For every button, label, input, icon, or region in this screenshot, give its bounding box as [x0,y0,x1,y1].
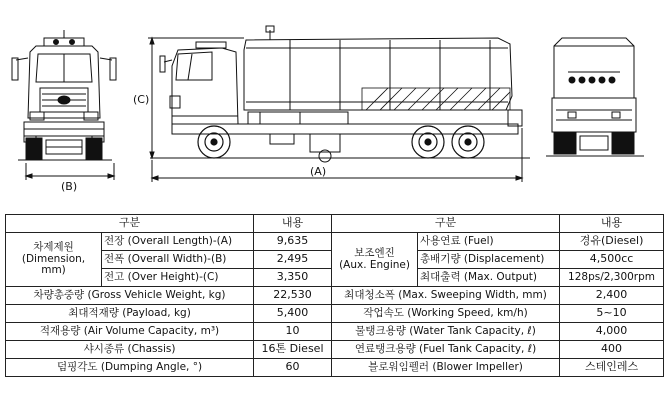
spec-value: 2,400 [560,287,664,305]
spec-label: 블로워임펠러 (Blower Impeller) [332,359,560,377]
spec-label: 전폭 (Overall Width)-(B) [102,251,254,269]
header-category-left: 구분 [6,215,254,233]
dimension-b [26,163,114,180]
header-content-right: 내용 [560,215,664,233]
spec-label: 최대출력 (Max. Output) [418,269,560,287]
table-row [6,233,664,251]
dimension-a-label: (A) [310,165,327,178]
spec-value: 400 [560,341,664,359]
rear-view [546,38,644,156]
spec-value: 3,350 [254,269,332,287]
spec-label: 총배기량 (Displacement) [418,251,560,269]
spec-value: 60 [254,359,332,377]
spec-value: 16톤 Diesel [254,341,332,359]
spec-value: 9,635 [254,233,332,251]
dimension-b-label: (B) [61,180,78,193]
spec-label: 작업속도 (Working Speed, km/h) [332,305,560,323]
table-row [6,323,664,341]
spec-table [5,214,664,377]
spec-label: 최대적재량 (Payload, kg) [6,305,254,323]
spec-value: 스테인레스 [560,359,664,377]
spec-value: 22,530 [254,287,332,305]
spec-value: 경유(Diesel) [560,233,664,251]
spec-value: 5,400 [254,305,332,323]
spec-value: 4,500cc [560,251,664,269]
spec-label: 차량총중량 (Gross Vehicle Weight, kg) [6,287,254,305]
vehicle-dims-group: 차제제원 (Dimension, mm) [6,233,102,287]
spec-value: 5~10 [560,305,664,323]
table-header-row [6,215,664,233]
header-content-left: 내용 [254,215,332,233]
spec-value: 10 [254,323,332,341]
table-row [6,305,664,323]
spec-label: 덤핑각도 (Dumping Angle, °) [6,359,254,377]
spec-label: 최대청소폭 (Max. Sweeping Width, mm) [332,287,560,305]
spec-label: 사용연료 (Fuel) [418,233,560,251]
spec-label: 샤시종류 (Chassis) [6,341,254,359]
spec-value: 128ps/2,300rpm [560,269,664,287]
spec-value: 4,000 [560,323,664,341]
front-view [12,30,116,160]
spec-label: 적재용량 (Air Volume Capacity, m³) [6,323,254,341]
spec-label: 전장 (Overall Length)-(A) [102,233,254,251]
spec-label: 전고 (Over Height)-(C) [102,269,254,287]
aux-engine-group: 보조엔진 (Aux. Engine) [332,233,418,287]
spec-label: 연료탱크용량 (Fuel Tank Capacity, ℓ) [332,341,560,359]
side-view [150,26,530,162]
table-row [6,341,664,359]
spec-value: 2,495 [254,251,332,269]
table-row [6,359,664,377]
spec-label: 물탱크용량 (Water Tank Capacity, ℓ) [332,323,560,341]
header-category-right: 구분 [332,215,560,233]
dimension-c-label: (C) [133,93,150,106]
table-row [6,287,664,305]
